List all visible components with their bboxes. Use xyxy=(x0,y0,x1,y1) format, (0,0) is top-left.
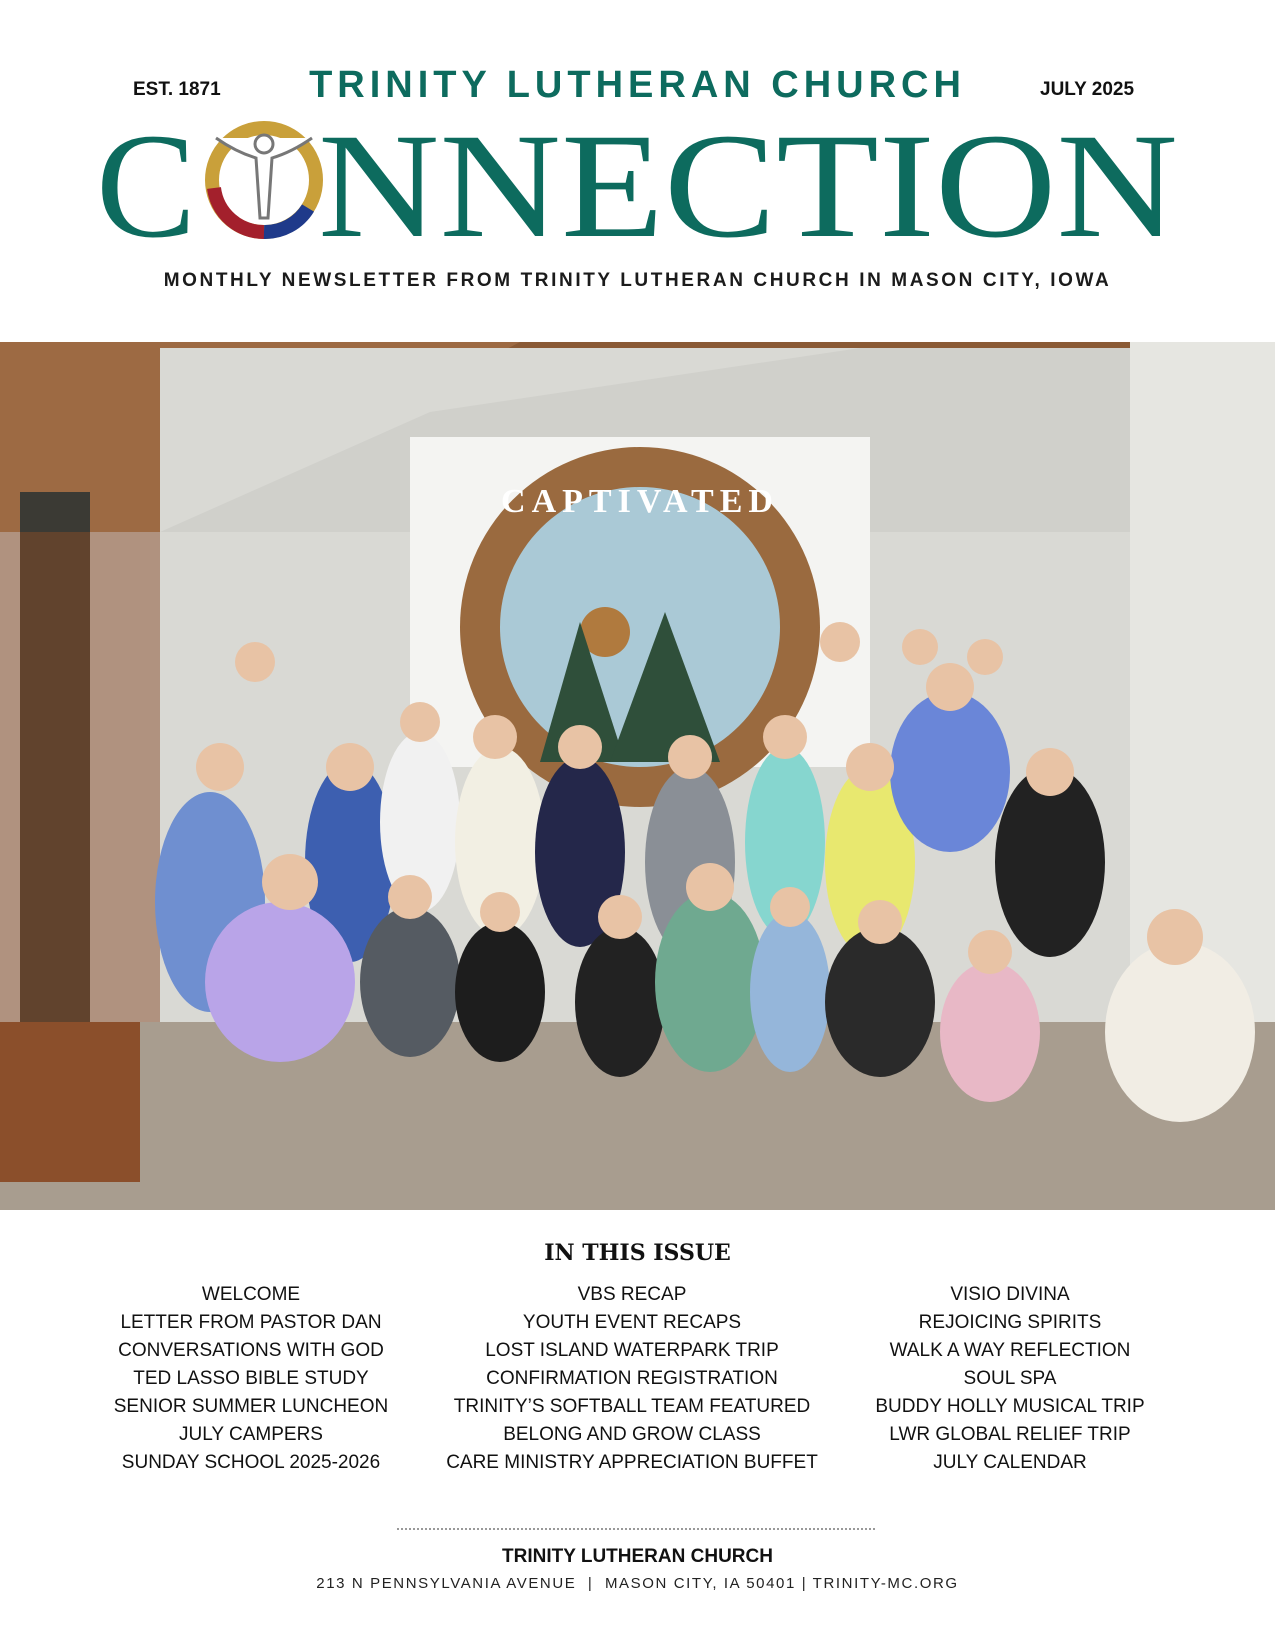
toc-item: VISIO DIVINA xyxy=(950,1284,1070,1305)
masthead-letters: NNECTION xyxy=(318,118,1178,252)
masthead-title xyxy=(96,118,1180,252)
toc-item: TRINITY’S SOFTBALL TEAM FEATURED xyxy=(453,1396,811,1417)
toc-item: LOST ISLAND WATERPARK TRIP xyxy=(485,1340,779,1361)
toc-item: SENIOR SUMMER LUNCHEON xyxy=(113,1396,389,1417)
toc-item: WELCOME xyxy=(201,1284,301,1305)
toc-item: CARE MINISTRY APPRECIATION BUFFET xyxy=(446,1452,818,1473)
established-year: EST. 1871 xyxy=(133,79,221,100)
toc-item: CONFIRMATION REGISTRATION xyxy=(486,1368,778,1389)
issue-date: JULY 2025 xyxy=(1040,79,1135,100)
cross-logo-icon xyxy=(212,128,316,232)
toc-column-2 xyxy=(442,1281,822,1477)
toc-item: TED LASSO BIBLE STUDY xyxy=(133,1368,369,1389)
toc-item: VBS RECAP xyxy=(577,1284,687,1305)
toc-item: SUNDAY SCHOOL 2025-2026 xyxy=(121,1452,381,1473)
toc-item: BUDDY HOLLY MUSICAL TRIP xyxy=(875,1396,1145,1417)
toc-title: IN THIS ISSUE xyxy=(544,1240,731,1266)
toc-item: LWR GLOBAL RELIEF TRIP xyxy=(889,1424,1131,1445)
toc-item: SOUL SPA xyxy=(963,1368,1057,1389)
toc-item: JULY CAMPERS xyxy=(179,1424,323,1445)
toc-item: LETTER FROM PASTOR DAN xyxy=(120,1312,382,1333)
masthead-letter-c: C xyxy=(96,118,197,252)
church-name: TRINITY LUTHERAN CHURCH xyxy=(309,64,966,106)
toc-item: YOUTH EVENT RECAPS xyxy=(522,1312,742,1333)
footer-address: 213 N PENNSYLVANIA AVENUE | MASON CITY, IA 50401 | TRINITY-MC.ORG xyxy=(316,1575,959,1592)
footer-church-name: TRINITY LUTHERAN CHURCH xyxy=(502,1546,773,1567)
toc-column-3 xyxy=(820,1281,1200,1477)
toc-item: REJOICING SPIRITS xyxy=(918,1312,1102,1333)
toc-item: CONVERSATIONS WITH GOD xyxy=(118,1340,384,1361)
toc-item: BELONG AND GROW CLASS xyxy=(503,1424,761,1445)
banner-text: CAPTIVATED xyxy=(501,483,779,520)
cover-photo xyxy=(0,342,1275,1210)
toc-item: JULY CALENDAR xyxy=(933,1452,1087,1473)
toc-column-1 xyxy=(61,1281,441,1477)
newsletter-subtitle: MONTHLY NEWSLETTER FROM TRINITY LUTHERAN CHURCH IN MASON CITY, IOWA xyxy=(163,270,1112,291)
toc-item: WALK A WAY REFLECTION xyxy=(889,1340,1131,1361)
footer-divider xyxy=(397,1528,875,1530)
